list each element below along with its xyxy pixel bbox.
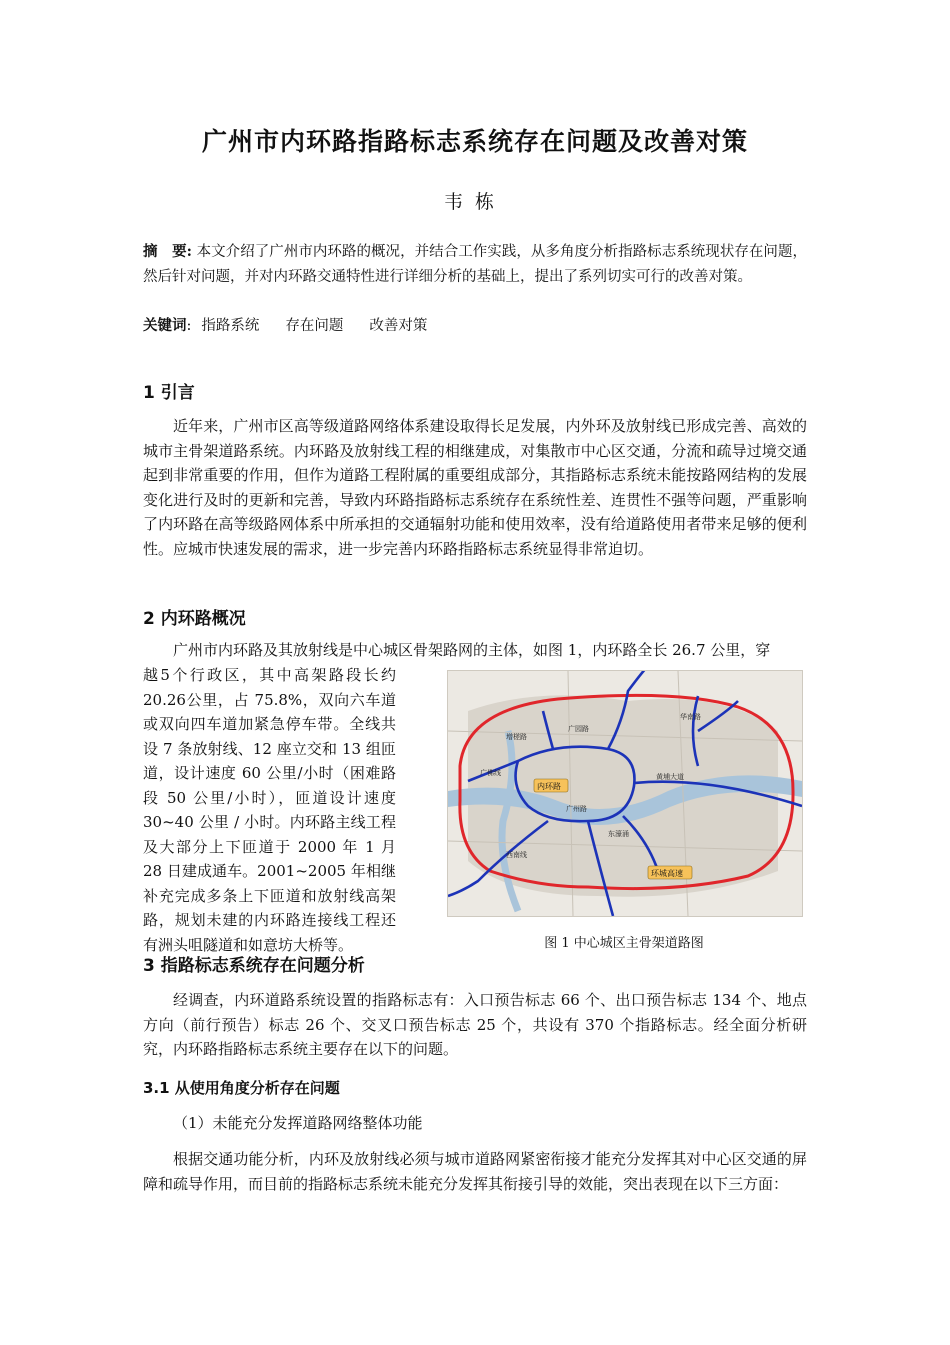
- section-2-heading: 2 内环路概况: [143, 609, 246, 629]
- keyword-item: 存在问题: [285, 318, 344, 334]
- section-3-1-paragraph: 根据交通功能分析，内环及放射线必须与城市道路网紧密衔接才能充分发挥其对中心区交通的屏障和疏导作用，而目前的指路标志系统未能充分发挥其衔接引导的效能，突出表现在以下三方面：: [143, 1150, 807, 1193]
- map-label: 西南线: [506, 851, 527, 859]
- section-3-1-item: （1）未能充分发挥道路网络整体功能: [173, 1114, 423, 1132]
- keywords-label: 关键词: [143, 317, 187, 334]
- keywords: 关键词: 指路系统 存在问题 改善对策: [143, 317, 428, 334]
- map-label: 广州路: [566, 805, 587, 813]
- keyword-item: 改善对策: [369, 318, 428, 334]
- map-svg: [448, 671, 802, 916]
- section-2-wrapped-paragraph: 越5个行政区，其中高架路段长约20.26公里，占 75.8%，双向六车道或双向四车道加紧急停车带。全线共设 7 条放射线、12 座立交和 13 组匝道，设计速度 60 公里/小时（困难路段 50 公里/小时），匝道设计速度 30~40 公里 / 小时。内环路主线工程及大部分上下匝道于 2000 年 1 月 28 日建成通车。2001~2005 年相继补充完成多条上下匝道和放射线高架路，规划未建的内环路连接线工程还有洲头咀隧道和如意坊大桥等。: [143, 666, 396, 954]
- map-label: 华南路: [680, 713, 701, 721]
- map-label: 东濠涌: [608, 830, 629, 838]
- figure-caption: 图 1 中心城区主骨架道路图: [544, 936, 704, 951]
- road-network-map: [447, 670, 803, 917]
- section-1-paragraph: 近年来，广州市区高等级道路网络体系建设取得长足发展，内外环及放射线已形成完善、高效的城市主骨架道路系统。内环路及放射线工程的相继建成，对集散市中心区交通，分流和疏导过境交通起到非常重要的作用，但作为道路工程附属的重要组成部分，其指路标志系统未能按路网结构的发展变化进行及时的更新和完善，导致内环路指路标志系统存在系统性差、连贯性不强等问题，严重影响了内环路在高等级路网体系中所承担的交通辐射功能和使用效率，没有给道路使用者带来足够的便利性。应城市快速发展的需求，进一步完善内环路指路标志系统显得非常迫切。: [143, 417, 807, 558]
- abstract-text: 本文介绍了广州市内环路的概况，并结合工作实践，从多角度分析指路标志系统现状存在问题，然后针对问题，并对内环路交通特性进行详细分析的基础上，提出了系列切实可行的改善对策。: [143, 244, 808, 285]
- map-label: 黄埔大道: [656, 773, 684, 781]
- map-label: 广园路: [568, 725, 589, 733]
- map-label: 增槎路: [506, 733, 527, 741]
- abstract-label: 摘 要:: [143, 243, 192, 260]
- paper-title: 广州市内环路指路标志系统存在问题及改善对策: [201, 127, 748, 156]
- inner-ring-label: 内环路: [537, 782, 561, 791]
- section-3-heading: 3 指路标志系统存在问题分析: [143, 956, 365, 976]
- ring-expressway-label: 环城高速: [651, 869, 683, 878]
- section-3-paragraph: 经调查，内环道路系统设置的指路标志有：入口预告标志 66 个、出口预告标志 134 个、地点方向（前行预告）标志 26 个、交叉口预告标志 25 个，共设有 370 个指路标志。经全面分析研究，内环路指路标志系统主要存在以下的问题。: [143, 991, 807, 1058]
- keyword-item: 指路系统: [201, 318, 260, 334]
- abstract: [143, 240, 807, 289]
- section-3-1-heading: 3.1 从使用角度分析存在问题: [143, 1079, 340, 1097]
- section-2-first-line: 广州市内环路及其放射线是中心城区骨架路网的主体，如图 1，内环路全长 26.7 公里，穿: [173, 641, 771, 659]
- map-label: 广佛线: [480, 769, 501, 777]
- author-name: 韦栋: [443, 191, 506, 213]
- section-1-heading: 1 引言: [143, 383, 195, 403]
